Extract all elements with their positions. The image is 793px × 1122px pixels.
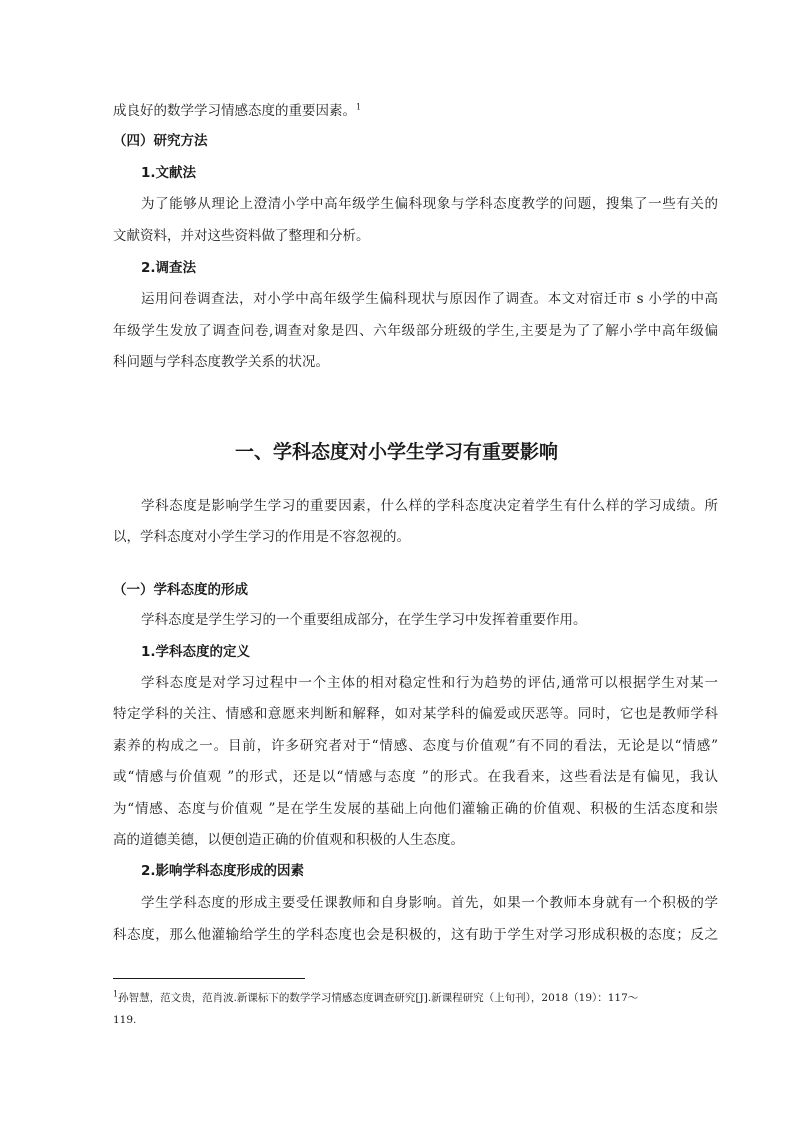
paragraph-line: 为“情感、态度与价值观 ”是在学生发展的基础上向他们灌输正确的价值观、积极的生活态度和崇 [113, 801, 718, 817]
paragraph-line: 学科态度是对学习过程中一个主体的相对稳定性和行为趋势的评估,通常可以根据学生对某一 [141, 675, 718, 691]
paragraph-line: 科态度，那么他灌输给学生的学科态度也会是积极的，这有助于学生对学习形成积极的态度；反之 [113, 927, 718, 943]
paragraph-line: 或“情感与价值观 ”的形式，还是以“情感与态度 ”的形式。在我看来，这些看法是有偏见，我认 [113, 769, 718, 785]
paragraph-line: 高的道德美德，以便创造正确的价值观和积极的人生态度。 [113, 832, 464, 848]
footnote-mark: 1 [113, 989, 119, 999]
paragraph-line: 学科态度是影响学生学习的重要因素，什么样的学科态度决定着学生有什么样的学习成绩。所 [141, 498, 718, 514]
subsection-heading: 1.学科态度的定义 [141, 644, 251, 660]
paragraph-line: 特定学科的关注、情感和意愿来判断和解释，如对某学科的偏爱或厌恶等。同时，它也是教师学科 [113, 706, 718, 722]
footnote-ref[interactable]: 1 [356, 102, 362, 112]
paragraph-line: 学生学科态度的形成主要受任课教师和自身影响。首先，如果一个教师本身就有一个积极的学 [141, 895, 718, 911]
chapter-title: 一、学科态度对小学生学习有重要影响 [234, 441, 558, 463]
section-heading: （一）学科态度的形成 [113, 582, 248, 598]
paragraph-line [113, 101, 718, 121]
paragraph-line: 素养的构成之一。目前，许多研究者对于“情感、态度与价值观”有不同的看法，无论是以“情感” [113, 738, 718, 754]
paragraph-line: 年级学生发放了调查问卷,调查对象是四、六年级部分班级的学生,主要是为了了解小学中高年级偏 [113, 323, 718, 339]
paragraph-line: 运用问卷调查法，对小学中高年级学生偏科现状与原因作了调查。本文对宿迁市 s 小学的中高 [141, 291, 718, 307]
paragraph-line: 文献资料，并对这些资料做了整理和分析。 [113, 228, 370, 244]
footnote-line: 119. [113, 1014, 137, 1026]
subsection-heading: 1.文献法 [141, 165, 197, 181]
paragraph-line: 为了能够从理论上澄清小学中高年级学生偏科现象与学科态度教学的问题，搜集了一些有关的 [141, 196, 718, 212]
paragraph-line: 科问题与学科态度教学关系的状况。 [113, 354, 329, 370]
paragraph-line: 学科态度是学生学习的一个重要组成部分，在学生学习中发挥着重要作用。 [141, 612, 587, 628]
footnote-line [113, 990, 718, 1006]
text: 成良好的数学学习情感态度的重要因素。 [113, 103, 356, 119]
paragraph-line: 以，学科态度对小学生学习的作用是不容忽视的。 [113, 529, 410, 545]
subsection-heading: 2.调查法 [141, 260, 197, 276]
footnote-separator [113, 978, 305, 979]
section-heading: （四）研究方法 [113, 133, 208, 149]
subsection-heading: 2.影响学科态度形成的因素 [141, 863, 305, 879]
footnote-text: 孙智慧，范文贵，范肖波.新课标下的数学学习情感态度调查研究[J].新课程研究（上旬刊），2018（19）：117～ [118, 992, 639, 1004]
